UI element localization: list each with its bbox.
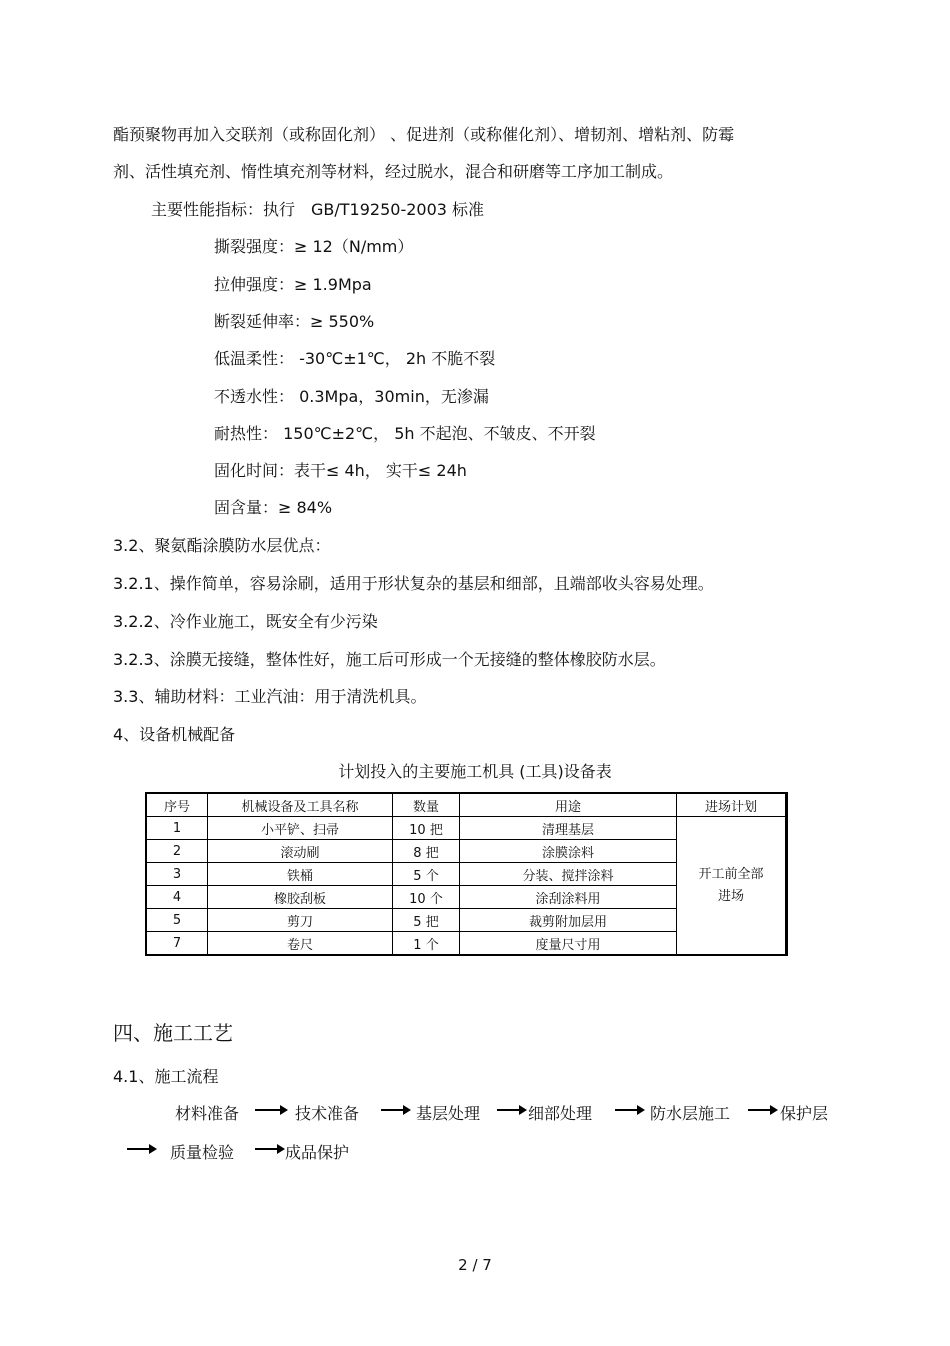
cell-plan <box>677 817 787 956</box>
section-3-2: 3.2、聚氨酯涂膜防水层优点： <box>113 536 331 555</box>
flow-step: 技术准备 <box>295 1104 360 1123</box>
spec-item: 固含量：≥ 84% <box>214 498 333 517</box>
equipment-table <box>145 792 788 956</box>
cell-qty: 5 把 <box>393 909 460 932</box>
cell-qty: 8 把 <box>393 840 460 863</box>
flow-step: 细部处理 <box>528 1104 593 1123</box>
cell-name: 铁桶 <box>208 863 393 886</box>
cell-qty: 5 个 <box>393 863 460 886</box>
cell-use: 涂刮涂料用 <box>460 886 677 909</box>
table-row <box>146 817 787 840</box>
cell-name: 橡胶刮板 <box>208 886 393 909</box>
cell-use: 分装、搅拌涂料 <box>460 863 677 886</box>
cell-no: 5 <box>146 909 208 932</box>
spec-item: 耐热性： 150℃±2℃， 5h 不起泡、不皱皮、不开裂 <box>214 424 596 443</box>
spec-item: 低温柔性： -30℃±1℃， 2h 不脆不裂 <box>214 349 496 368</box>
section-4-1: 4.1、施工流程 <box>113 1067 219 1086</box>
page-number: 2 / 7 <box>458 1256 492 1274</box>
flow-step: 防水层施工 <box>650 1104 731 1123</box>
cell-no: 1 <box>146 817 208 840</box>
flow-step: 材料准备 <box>175 1104 240 1123</box>
cell-no: 3 <box>146 863 208 886</box>
plan-line-2: 进场 <box>717 888 744 904</box>
cell-name: 小平铲、扫帚 <box>208 817 393 840</box>
spec-item: 不透水性： 0.3Mpa，30min，无渗漏 <box>214 387 489 406</box>
arrow-right-icon <box>381 1100 411 1120</box>
cell-no: 7 <box>146 932 208 956</box>
cell-use: 清理基层 <box>460 817 677 840</box>
spec-item: 撕裂强度：≥ 12（N/mm） <box>214 237 414 256</box>
cell-name: 滚动刷 <box>208 840 393 863</box>
section-3-2-1: 3.2.1、操作简单，容易涂刷，适用于形状复杂的基层和细部，且端部收头容易处理。 <box>113 574 714 593</box>
spec-item: 固化时间：表干≤ 4h， 实干≤ 24h <box>214 461 467 480</box>
chapter-title: 四、施工工艺 <box>113 1021 233 1045</box>
flow-step: 保护层 <box>780 1104 829 1123</box>
flow-step: 成品保护 <box>285 1143 350 1162</box>
arrow-right-icon <box>255 1100 288 1120</box>
cell-name: 剪刀 <box>208 909 393 932</box>
cell-qty: 10 个 <box>393 886 460 909</box>
cell-use: 裁剪附加层用 <box>460 909 677 932</box>
section-3-2-3: 3.2.3、涂膜无接缝，整体性好，施工后可形成一个无接缝的整体橡胶防水层。 <box>113 650 666 669</box>
intro-line-2: 剂、活性填充剂、惰性填充剂等材料，经过脱水，混合和研磨等工序加工制成。 <box>113 162 674 181</box>
intro-line-1: 酯预聚物再加入交联剂（或称固化剂） 、促进剂（或称催化剂）、增韧剂、增粘剂、防霉 <box>113 125 735 144</box>
header-use: 用途 <box>460 793 677 817</box>
section-4: 4、设备机械配备 <box>113 725 236 744</box>
header-plan: 进场计划 <box>677 793 787 817</box>
arrow-right-icon <box>748 1100 778 1120</box>
specs-title: 主要性能指标：执行 GB/T19250-2003 标准 <box>151 200 485 219</box>
cell-qty: 10 把 <box>393 817 460 840</box>
cell-qty: 1 个 <box>393 932 460 956</box>
flow-step: 基层处理 <box>416 1104 481 1123</box>
section-3-3: 3.3、辅助材料：工业汽油：用于清洗机具。 <box>113 687 427 706</box>
spec-item: 断裂延伸率：≥ 550% <box>214 312 375 331</box>
header-name: 机械设备及工具名称 <box>208 793 393 817</box>
arrow-right-icon <box>255 1139 285 1159</box>
arrow-right-icon <box>127 1139 157 1159</box>
section-3-2-2: 3.2.2、冷作业施工，既安全有少污染 <box>113 612 378 631</box>
arrow-right-icon <box>615 1100 645 1120</box>
table-header-row <box>146 793 787 817</box>
table-caption: 计划投入的主要施工机具 (工具)设备表 <box>338 762 612 781</box>
flow-step: 质量检验 <box>170 1143 235 1162</box>
spec-item: 拉伸强度：≥ 1.9Mpa <box>214 275 372 294</box>
cell-name: 卷尺 <box>208 932 393 956</box>
header-qty: 数量 <box>393 793 460 817</box>
cell-no: 4 <box>146 886 208 909</box>
cell-use: 度量尺寸用 <box>460 932 677 956</box>
plan-line-1: 开工前全部 <box>698 866 764 882</box>
header-no: 序号 <box>146 793 208 817</box>
cell-use: 涂膜涂料 <box>460 840 677 863</box>
arrow-right-icon <box>497 1100 527 1120</box>
cell-no: 2 <box>146 840 208 863</box>
